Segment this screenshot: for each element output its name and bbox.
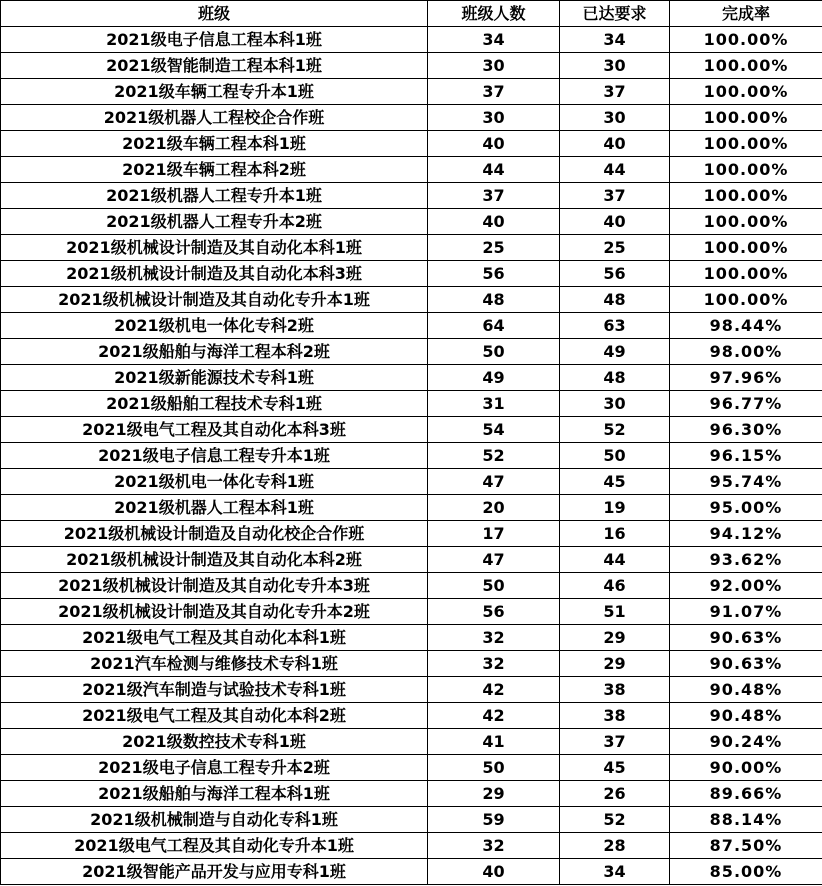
class-name-cell: 2021汽车检测与维修技术专科1班 (1, 651, 428, 677)
achieved-cell: 37 (560, 183, 670, 209)
completion-rate-cell: 94.12% (670, 521, 822, 547)
achieved-cell: 30 (560, 105, 670, 131)
class-name-cell: 2021级电子信息工程专升本2班 (1, 755, 428, 781)
table-row (1, 339, 822, 365)
class-name-cell: 2021级智能制造工程本科1班 (1, 53, 428, 79)
completion-rate-cell: 90.48% (670, 677, 822, 703)
completion-rate-cell: 100.00% (670, 27, 822, 53)
achieved-cell: 29 (560, 625, 670, 651)
achieved-cell: 40 (560, 131, 670, 157)
completion-rate-cell: 100.00% (670, 209, 822, 235)
table-body (1, 27, 822, 885)
class-size-cell: 34 (428, 27, 560, 53)
class-name-cell: 2021级机电一体化专科2班 (1, 313, 428, 339)
table-row (1, 105, 822, 131)
table-row (1, 651, 822, 677)
achieved-cell: 56 (560, 261, 670, 287)
class-name-cell: 2021级车辆工程本科2班 (1, 157, 428, 183)
table-row (1, 625, 822, 651)
table-row (1, 417, 822, 443)
class-size-cell: 50 (428, 755, 560, 781)
header-completion-rate: 完成率 (670, 1, 822, 27)
class-name-cell: 2021级机械设计制造及其自动化本科3班 (1, 261, 428, 287)
achieved-cell: 48 (560, 365, 670, 391)
completion-rate-cell: 88.14% (670, 807, 822, 833)
achieved-cell: 49 (560, 339, 670, 365)
table-row (1, 833, 822, 859)
table-row (1, 547, 822, 573)
class-size-cell: 32 (428, 833, 560, 859)
completion-rate-cell: 98.00% (670, 339, 822, 365)
completion-rate-cell: 90.00% (670, 755, 822, 781)
achieved-cell: 63 (560, 313, 670, 339)
class-size-cell: 30 (428, 53, 560, 79)
achieved-cell: 38 (560, 677, 670, 703)
class-size-cell: 64 (428, 313, 560, 339)
achieved-cell: 26 (560, 781, 670, 807)
class-size-cell: 32 (428, 651, 560, 677)
completion-rate-cell: 89.66% (670, 781, 822, 807)
achieved-cell: 44 (560, 547, 670, 573)
completion-rate-cell: 92.00% (670, 573, 822, 599)
class-name-cell: 2021级机械设计制造及其自动化专升本2班 (1, 599, 428, 625)
achieved-cell: 25 (560, 235, 670, 261)
class-name-cell: 2021级机器人工程专升本1班 (1, 183, 428, 209)
completion-rate-cell: 100.00% (670, 131, 822, 157)
completion-rate-cell: 96.77% (670, 391, 822, 417)
table-row (1, 807, 822, 833)
achieved-cell: 40 (560, 209, 670, 235)
achieved-cell: 34 (560, 859, 670, 885)
completion-rate-cell: 100.00% (670, 53, 822, 79)
completion-rate-cell: 100.00% (670, 79, 822, 105)
achieved-cell: 44 (560, 157, 670, 183)
table-row (1, 521, 822, 547)
class-name-cell: 2021级电子信息工程专升本1班 (1, 443, 428, 469)
completion-rate-cell: 96.15% (670, 443, 822, 469)
completion-rate-cell: 95.74% (670, 469, 822, 495)
header-achieved: 已达要求 (560, 1, 670, 27)
class-size-cell: 29 (428, 781, 560, 807)
table-row (1, 209, 822, 235)
class-name-cell: 2021级电子信息工程本科1班 (1, 27, 428, 53)
class-size-cell: 20 (428, 495, 560, 521)
class-size-cell: 40 (428, 859, 560, 885)
table-row (1, 469, 822, 495)
class-name-cell: 2021级电气工程及其自动化本科1班 (1, 625, 428, 651)
completion-rate-cell: 98.44% (670, 313, 822, 339)
class-size-cell: 32 (428, 625, 560, 651)
class-size-cell: 30 (428, 105, 560, 131)
class-name-cell: 2021级机械设计制造及其自动化专升本1班 (1, 287, 428, 313)
table-row (1, 183, 822, 209)
class-name-cell: 2021级机械设计制造及其自动化专升本3班 (1, 573, 428, 599)
completion-rate-cell: 90.48% (670, 703, 822, 729)
achieved-cell: 38 (560, 703, 670, 729)
class-name-cell: 2021级船舶与海洋工程本科2班 (1, 339, 428, 365)
class-name-cell: 2021级机器人工程本科1班 (1, 495, 428, 521)
completion-rate-cell: 85.00% (670, 859, 822, 885)
completion-rate-cell: 100.00% (670, 183, 822, 209)
class-name-cell: 2021级电气工程及其自动化本科2班 (1, 703, 428, 729)
achieved-cell: 52 (560, 807, 670, 833)
class-name-cell: 2021级汽车制造与试验技术专科1班 (1, 677, 428, 703)
class-name-cell: 2021级车辆工程本科1班 (1, 131, 428, 157)
class-size-cell: 37 (428, 183, 560, 209)
table-row (1, 261, 822, 287)
class-size-cell: 41 (428, 729, 560, 755)
completion-rate-cell: 96.30% (670, 417, 822, 443)
table-row (1, 365, 822, 391)
class-name-cell: 2021级船舶工程技术专科1班 (1, 391, 428, 417)
class-size-cell: 47 (428, 469, 560, 495)
achieved-cell: 30 (560, 53, 670, 79)
class-size-cell: 49 (428, 365, 560, 391)
class-name-cell: 2021级机械设计制造及其自动化本科1班 (1, 235, 428, 261)
class-name-cell: 2021级机器人工程校企合作班 (1, 105, 428, 131)
table-row (1, 599, 822, 625)
table-row (1, 313, 822, 339)
completion-rate-cell: 100.00% (670, 261, 822, 287)
class-size-cell: 56 (428, 261, 560, 287)
class-size-cell: 37 (428, 79, 560, 105)
table-row (1, 677, 822, 703)
achieved-cell: 48 (560, 287, 670, 313)
class-name-cell: 2021级机电一体化专科1班 (1, 469, 428, 495)
table-row (1, 573, 822, 599)
table-row (1, 755, 822, 781)
class-size-cell: 50 (428, 339, 560, 365)
achieved-cell: 45 (560, 755, 670, 781)
table-row (1, 157, 822, 183)
achieved-cell: 37 (560, 729, 670, 755)
class-size-cell: 42 (428, 703, 560, 729)
class-name-cell: 2021级机械制造与自动化专科1班 (1, 807, 428, 833)
completion-rate-cell: 100.00% (670, 287, 822, 313)
class-name-cell: 2021级新能源技术专科1班 (1, 365, 428, 391)
class-size-cell: 59 (428, 807, 560, 833)
table-row (1, 79, 822, 105)
class-name-cell: 2021级机械设计制造及自动化校企合作班 (1, 521, 428, 547)
class-size-cell: 56 (428, 599, 560, 625)
achieved-cell: 29 (560, 651, 670, 677)
class-size-cell: 17 (428, 521, 560, 547)
completion-rate-cell: 90.24% (670, 729, 822, 755)
class-size-cell: 31 (428, 391, 560, 417)
table-row (1, 729, 822, 755)
achieved-cell: 30 (560, 391, 670, 417)
achieved-cell: 16 (560, 521, 670, 547)
table-row (1, 391, 822, 417)
table-row (1, 443, 822, 469)
class-name-cell: 2021级船舶与海洋工程本科1班 (1, 781, 428, 807)
achieved-cell: 45 (560, 469, 670, 495)
table-row (1, 781, 822, 807)
table-row (1, 859, 822, 885)
class-name-cell: 2021级机器人工程专升本2班 (1, 209, 428, 235)
class-name-cell: 2021级车辆工程专升本1班 (1, 79, 428, 105)
achieved-cell: 34 (560, 27, 670, 53)
achieved-cell: 19 (560, 495, 670, 521)
table-row (1, 27, 822, 53)
class-name-cell: 2021级智能产品开发与应用专科1班 (1, 859, 428, 885)
table-row (1, 495, 822, 521)
table-row (1, 703, 822, 729)
class-name-cell: 2021级电气工程及其自动化本科3班 (1, 417, 428, 443)
class-size-cell: 48 (428, 287, 560, 313)
completion-rate-cell: 90.63% (670, 651, 822, 677)
class-size-cell: 40 (428, 131, 560, 157)
completion-rate-cell: 100.00% (670, 157, 822, 183)
class-size-cell: 50 (428, 573, 560, 599)
achieved-cell: 28 (560, 833, 670, 859)
table-row (1, 287, 822, 313)
table-row (1, 131, 822, 157)
header-class-name: 班级 (1, 1, 428, 27)
completion-rate-cell: 90.63% (670, 625, 822, 651)
class-name-cell: 2021级数控技术专科1班 (1, 729, 428, 755)
completion-rate-cell: 91.07% (670, 599, 822, 625)
completion-rate-cell: 97.96% (670, 365, 822, 391)
header-row (1, 1, 822, 27)
completion-rate-cell: 100.00% (670, 235, 822, 261)
header-class-size: 班级人数 (428, 1, 560, 27)
class-size-cell: 40 (428, 209, 560, 235)
completion-rate-cell: 100.00% (670, 105, 822, 131)
completion-rate-cell: 87.50% (670, 833, 822, 859)
class-name-cell: 2021级电气工程及其自动化专升本1班 (1, 833, 428, 859)
table-row (1, 235, 822, 261)
class-size-cell: 54 (428, 417, 560, 443)
completion-rate-cell: 95.00% (670, 495, 822, 521)
class-name-cell: 2021级机械设计制造及其自动化本科2班 (1, 547, 428, 573)
class-size-cell: 44 (428, 157, 560, 183)
class-size-cell: 52 (428, 443, 560, 469)
achieved-cell: 50 (560, 443, 670, 469)
class-size-cell: 25 (428, 235, 560, 261)
achieved-cell: 51 (560, 599, 670, 625)
achieved-cell: 46 (560, 573, 670, 599)
achieved-cell: 52 (560, 417, 670, 443)
completion-rate-cell: 93.62% (670, 547, 822, 573)
achieved-cell: 37 (560, 79, 670, 105)
class-size-cell: 47 (428, 547, 560, 573)
table-row (1, 53, 822, 79)
class-size-cell: 42 (428, 677, 560, 703)
